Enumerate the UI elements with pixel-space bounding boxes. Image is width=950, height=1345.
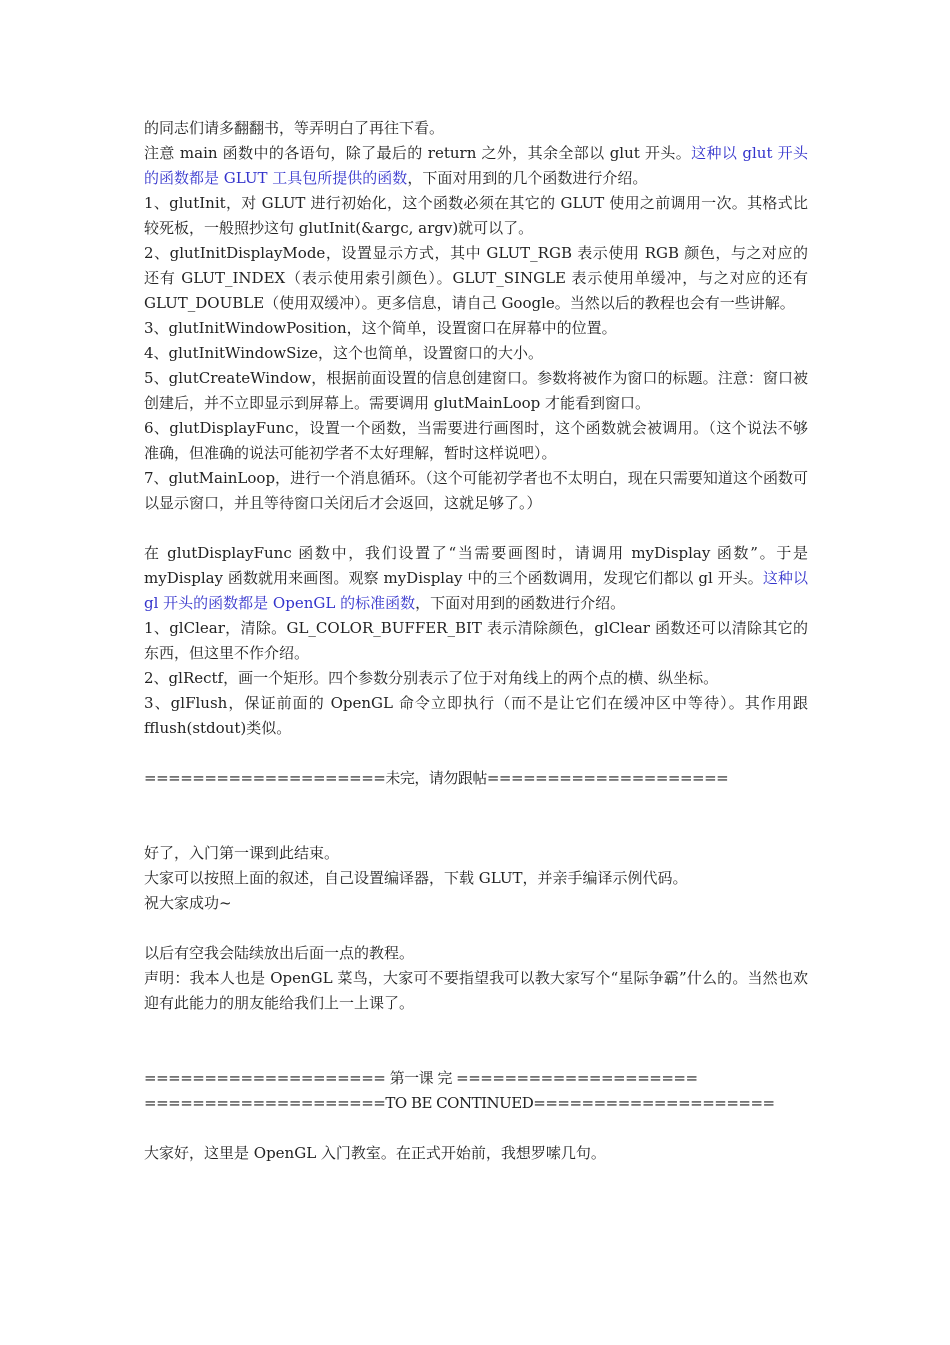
blank-line <box>144 916 808 941</box>
paragraph: 大家好，这里是 OpenGL 入门教室。在正式开始前，我想罗嗦几句。 <box>144 1144 606 1162</box>
document-body <box>144 116 808 1166</box>
blank-line <box>144 741 808 766</box>
blank-line <box>144 516 808 541</box>
paragraph: 以后有空我会陆续放出后面一点的教程。 <box>144 944 415 962</box>
paragraph: 1、glClear，清除。GL_COLOR_BUFFER_BIT 表示清除颜色，glClear 函数还可以清除其它的东西，但这里不作介绍。 <box>144 619 808 662</box>
paragraph: 祝大家成功~ <box>144 894 232 912</box>
blank-line <box>144 1016 808 1041</box>
paragraph: 7、glutMainLoop，进行一个消息循环。（这个可能初学者也不太明白，现在只需要知道这个函数可以显示窗口，并且等待窗口关闭后才会返回，这就足够了。） <box>144 469 808 512</box>
paragraph-text: ，下面对用到的几个函数进行介绍。 <box>407 169 648 187</box>
paragraph: 2、glutInitDisplayMode，设置显示方式，其中 GLUT_RGB 表示使用 RGB 颜色，与之对应的还有 GLUT_INDEX（表示使用索引颜色）。GLUT_SINGLE 表示使用单缓冲，与之对应的还有 GLUT_DOUBLE（使用双缓冲）。更多信息，请自己 Google。当然以后的教程也会有一些讲解。 <box>144 244 808 312</box>
separator-line: ====================TO BE CONTINUED==================== <box>144 1094 775 1112</box>
paragraph: 声明：我本人也是 OpenGL 菜鸟，大家可不要指望我可以教大家写个“星际争霸”什么的。当然也欢迎有此能力的朋友能给我们上一上课了。 <box>144 969 808 1012</box>
paragraph-text: 注意 main 函数中的各语句，除了最后的 return 之外，其余全部以 glut 开头。 <box>144 144 692 162</box>
blank-line <box>144 816 808 841</box>
paragraph: 5、glutCreateWindow，根据前面设置的信息创建窗口。参数将被作为窗口的标题。注意：窗口被创建后，并不立即显示到屏幕上。需要调用 glutMainLoop 才能看到窗口。 <box>144 369 808 412</box>
paragraph: 的同志们请多翻翻书，等弄明白了再往下看。 <box>144 119 445 137</box>
paragraph: 1、glutInit，对 GLUT 进行初始化，这个函数必须在其它的 GLUT 使用之前调用一次。其格式比较死板，一般照抄这句 glutInit(&argc, argv)就可以了。 <box>144 194 808 237</box>
paragraph: 大家可以按照上面的叙述，自己设置编译器，下载 GLUT，并亲手编译示例代码。 <box>144 869 688 887</box>
separator-line: ====================未完，请勿跟帖==================== <box>144 769 729 787</box>
blank-line <box>144 1041 808 1066</box>
paragraph-text: 在 glutDisplayFunc 函数中，我们设置了“当需要画图时，请调用 myDisplay 函数”。于是 myDisplay 函数就用来画图。观察 myDisplay 中的三个函数调用，发现它们都以 gl 开头。 <box>144 544 808 587</box>
paragraph-text: ，下面对用到的函数进行介绍。 <box>415 594 626 612</box>
blank-line <box>144 1116 808 1141</box>
highlighted-text: 这种以 gl 开头的函数都是 OpenGL 的标准函数 <box>144 569 808 612</box>
paragraph: 3、glutInitWindowPosition，这个简单，设置窗口在屏幕中的位置。 <box>144 319 617 337</box>
paragraph <box>144 141 808 191</box>
paragraph: 好了，入门第一课到此结束。 <box>144 844 340 862</box>
separator-line: ==================== 第一课 完 ==================== <box>144 1069 698 1087</box>
highlighted-text: 这种以 glut 开头的函数都是 GLUT 工具包所提供的函数 <box>144 144 809 187</box>
paragraph: 2、glRectf，画一个矩形。四个参数分别表示了位于对角线上的两个点的横、纵坐标。 <box>144 669 719 687</box>
paragraph: 4、glutInitWindowSize，这个也简单，设置窗口的大小。 <box>144 344 543 362</box>
paragraph: 3、glFlush，保证前面的 OpenGL 命令立即执行（而不是让它们在缓冲区中等待）。其作用跟 fflush(stdout)类似。 <box>144 694 808 737</box>
paragraph <box>144 541 808 616</box>
blank-line <box>144 791 808 816</box>
paragraph: 6、glutDisplayFunc，设置一个函数，当需要进行画图时，这个函数就会被调用。（这个说法不够准确，但准确的说法可能初学者不太好理解，暂时这样说吧）。 <box>144 419 808 462</box>
